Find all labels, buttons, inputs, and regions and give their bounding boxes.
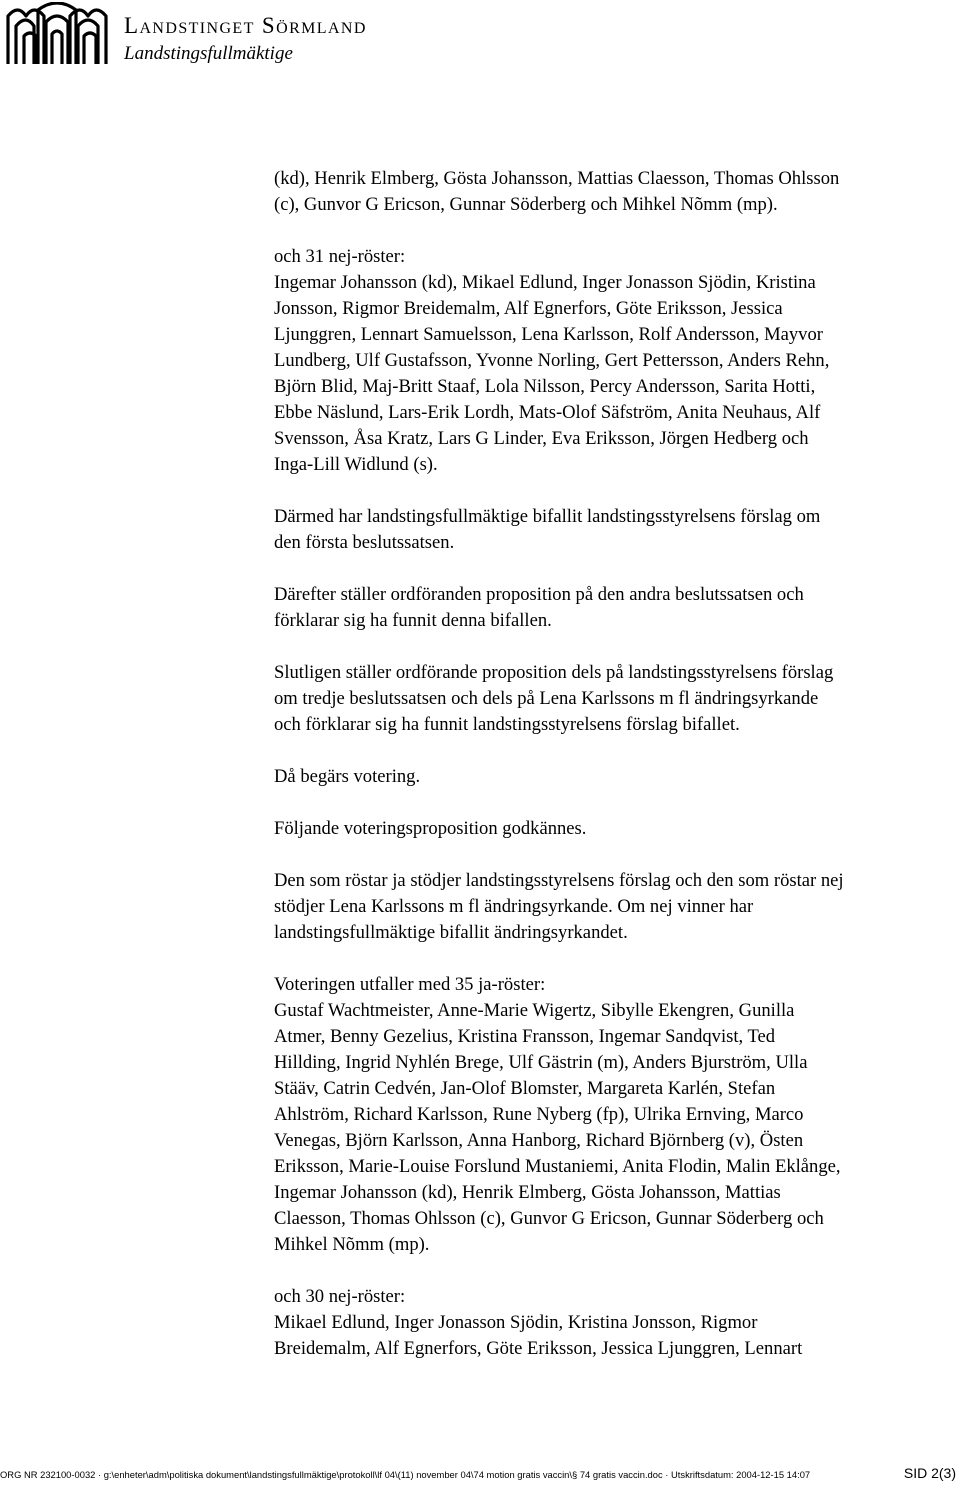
text-line: och 30 nej-röster: xyxy=(274,1286,406,1307)
text-line: Claesson, Thomas Ohlsson (c), Gunvor G Ericson, Gunnar Söderberg och xyxy=(274,1208,824,1229)
paragraph xyxy=(274,816,960,842)
text-line: Björn Blid, Maj-Britt Staaf, Lola Nilsson, Percy Andersson, Sarita Hotti, xyxy=(274,376,816,397)
text-line: Hillding, Ingrid Nyhlén Brege, Ulf Gästrin (m), Anders Bjurström, Ulla xyxy=(274,1052,808,1073)
text-line: Lundberg, Ulf Gustafsson, Yvonne Norling, Gert Pettersson, Anders Rehn, xyxy=(274,350,830,371)
text-line: Svensson, Åsa Kratz, Lars G Linder, Eva Eriksson, Jörgen Hedberg och xyxy=(274,428,809,449)
paragraph xyxy=(274,244,960,478)
text-line: landstingsfullmäktige bifallit ändringsyrkandet. xyxy=(274,922,628,943)
text-line: förklarar sig ha funnit denna bifallen. xyxy=(274,610,552,631)
text-line: Stääv, Catrin Cedvén, Jan-Olof Blomster, Margareta Karlén, Stefan xyxy=(274,1078,776,1099)
document-body xyxy=(274,166,960,1362)
text-line: Mikael Edlund, Inger Jonasson Sjödin, Kristina Jonsson, Rigmor xyxy=(274,1312,758,1333)
text-line: Ahlström, Richard Karlsson, Rune Nyberg (fp), Ulrika Ernving, Marco xyxy=(274,1104,804,1125)
text-line: Följande voteringsproposition godkännes. xyxy=(274,818,587,839)
text-line: Jonsson, Rigmor Breidemalm, Alf Egnerfors, Göte Eriksson, Jessica xyxy=(274,298,783,319)
page-number: SID 2(3) xyxy=(903,1465,956,1481)
text-line: Eriksson, Marie-Louise Forslund Mustaniemi, Anita Flodin, Malin Eklånge, xyxy=(274,1156,841,1177)
text-line: och förklarar sig ha funnit landstingsstyrelsens förslag bifallet. xyxy=(274,714,740,735)
paragraph xyxy=(274,1284,960,1362)
text-line: och 31 nej-röster: xyxy=(274,246,406,267)
text-line: Därmed har landstingsfullmäktige bifallit landstingsstyrelsens förslag om xyxy=(274,506,821,527)
text-line: Breidemalm, Alf Egnerfors, Göte Eriksson, Jessica Ljunggren, Lennart xyxy=(274,1338,803,1359)
text-line: Gustaf Wachtmeister, Anne-Marie Wigertz, Sibylle Ekengren, Gunilla xyxy=(274,1000,795,1021)
text-line: Ingemar Johansson (kd), Henrik Elmberg, Gösta Johansson, Mattias xyxy=(274,1182,781,1203)
paragraph xyxy=(274,504,960,556)
text-line: Ljunggren, Lennart Samuelsson, Lena Karlsson, Rolf Andersson, Mayvor xyxy=(274,324,823,345)
text-line: Därefter ställer ordföranden proposition på den andra beslutssatsen och xyxy=(274,584,804,605)
text-line: Voteringen utfaller med 35 ja-röster: xyxy=(274,974,546,995)
text-line: den första beslutssatsen. xyxy=(274,532,455,553)
text-line: Då begärs votering. xyxy=(274,766,421,787)
footer-path: ORG NR 232100-0032 · g:\enheter\adm\politiska dokument\landstingsfullmäktige\protokoll\lf 04\(11) november 04\74 motion gratis vaccin\§ 74 gratis vaccin.doc · Utskriftsdatum: 2004-12-15 14:07 xyxy=(0,1469,811,1480)
text-line: Inga-Lill Widlund (s). xyxy=(274,454,438,475)
text-line: Mihkel Nõmm (mp). xyxy=(274,1234,430,1255)
org-name: Landstinget Sörmland xyxy=(124,13,367,38)
paragraph xyxy=(274,972,960,1258)
text-line: om tredje beslutssatsen och dels på Lena Karlssons m fl ändringsyrkande xyxy=(274,688,819,709)
text-line: Den som röstar ja stödjer landstingsstyrelsens förslag och den som röstar nej xyxy=(274,870,844,891)
text-line: Ingemar Johansson (kd), Mikael Edlund, Inger Jonasson Sjödin, Kristina xyxy=(274,272,816,293)
text-line: Atmer, Benny Gezelius, Kristina Fransson, Ingemar Sandqvist, Ted xyxy=(274,1026,776,1047)
text-line: (kd), Henrik Elmberg, Gösta Johansson, Mattias Claesson, Thomas Ohlsson xyxy=(274,168,840,189)
paragraph xyxy=(274,582,960,634)
text-line: Venegas, Björn Karlsson, Anna Hanborg, Richard Björnberg (v), Östen xyxy=(274,1130,804,1151)
paragraph xyxy=(274,764,960,790)
text-line: Ebbe Näslund, Lars-Erik Lordh, Mats-Olof Säfström, Anita Neuhaus, Alf xyxy=(274,402,821,423)
tulip-crown-logo-icon xyxy=(4,2,110,66)
text-line: Slutligen ställer ordförande proposition dels på landstingsstyrelsens förslag xyxy=(274,662,834,683)
text-line: stödjer Lena Karlssons m fl ändringsyrkande. Om nej vinner har xyxy=(274,896,754,917)
paragraph xyxy=(274,868,960,946)
text-line: (c), Gunvor G Ericson, Gunnar Söderberg och Mihkel Nõmm (mp). xyxy=(274,194,778,215)
org-subtitle: Landstingsfullmäktige xyxy=(124,43,293,64)
paragraph xyxy=(274,660,960,738)
paragraph xyxy=(274,166,960,218)
